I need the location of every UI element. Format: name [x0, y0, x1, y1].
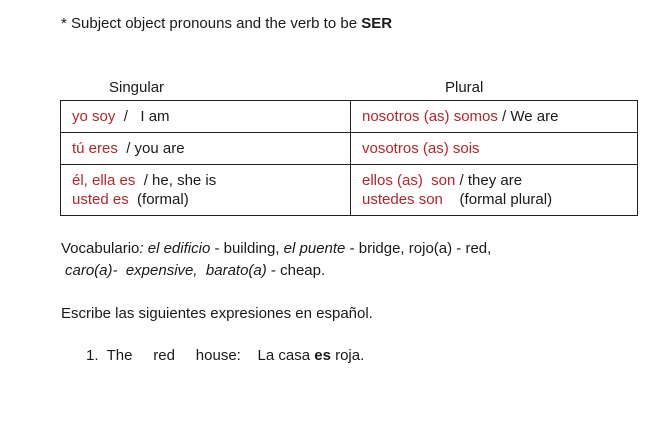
table-cell-plural — [351, 165, 638, 216]
vocabulary-label: Vocabulario — [61, 240, 140, 257]
table-row — [61, 101, 638, 133]
heading-verb: SER — [361, 15, 393, 32]
english-form: / he, she is — [135, 172, 217, 189]
spanish-form: tú eres — [72, 140, 118, 157]
vocab-definition: - bridge, rojo(a) - red, — [345, 240, 492, 257]
table-cell-singular — [61, 165, 351, 216]
vocabulary-colon: : — [139, 240, 148, 257]
spanish-form: usted es — [72, 191, 129, 208]
conjugation-table — [60, 100, 638, 216]
english-form: / I am — [115, 108, 170, 125]
exercise-item — [86, 347, 364, 365]
vocab-definition: - building, — [210, 240, 284, 257]
heading-text: * Subject object pronouns and the verb to be — [61, 15, 362, 32]
table-cell-singular — [61, 101, 351, 133]
page-heading — [61, 15, 392, 33]
item-answer: La casa — [257, 347, 315, 364]
spanish-form: él, ella es — [72, 172, 136, 189]
english-form: (formal) — [128, 191, 189, 208]
table-row — [61, 133, 638, 165]
vocab-term: el edificio — [147, 240, 211, 257]
vocab-definition: - cheap. — [266, 262, 326, 279]
plural-header: Plural — [445, 79, 484, 96]
english-form: / they are — [455, 172, 523, 189]
item-prompt: The red house: — [106, 347, 241, 364]
spanish-form: nosotros (as) somos — [362, 108, 498, 125]
vocabulary-line-2 — [65, 262, 325, 280]
vocab-term: caro(a)- expensive, barato(a) — [65, 262, 267, 279]
spanish-form: ustedes son — [362, 191, 443, 208]
spanish-form: yo soy — [72, 108, 116, 125]
english-form: / We are — [497, 108, 559, 125]
item-number: 1. — [86, 347, 99, 364]
item-answer-verb: es — [314, 347, 331, 364]
spanish-form: vosotros (as) sois — [362, 140, 480, 157]
singular-header: Singular — [109, 79, 165, 96]
table-cell-singular — [61, 133, 351, 165]
vocabulary-line-1 — [61, 240, 491, 258]
table-row — [61, 165, 638, 216]
vocab-term: el puente — [283, 240, 346, 257]
english-form: / you are — [117, 140, 185, 157]
spanish-form: ellos (as) son — [362, 172, 456, 189]
table-cell-plural — [351, 101, 638, 133]
item-answer-end: roja. — [330, 347, 365, 364]
instruction-text: Escribe las siguientes expresiones en español. — [61, 305, 373, 322]
table-cell-plural — [351, 133, 638, 165]
english-form: (formal plural) — [442, 191, 553, 208]
